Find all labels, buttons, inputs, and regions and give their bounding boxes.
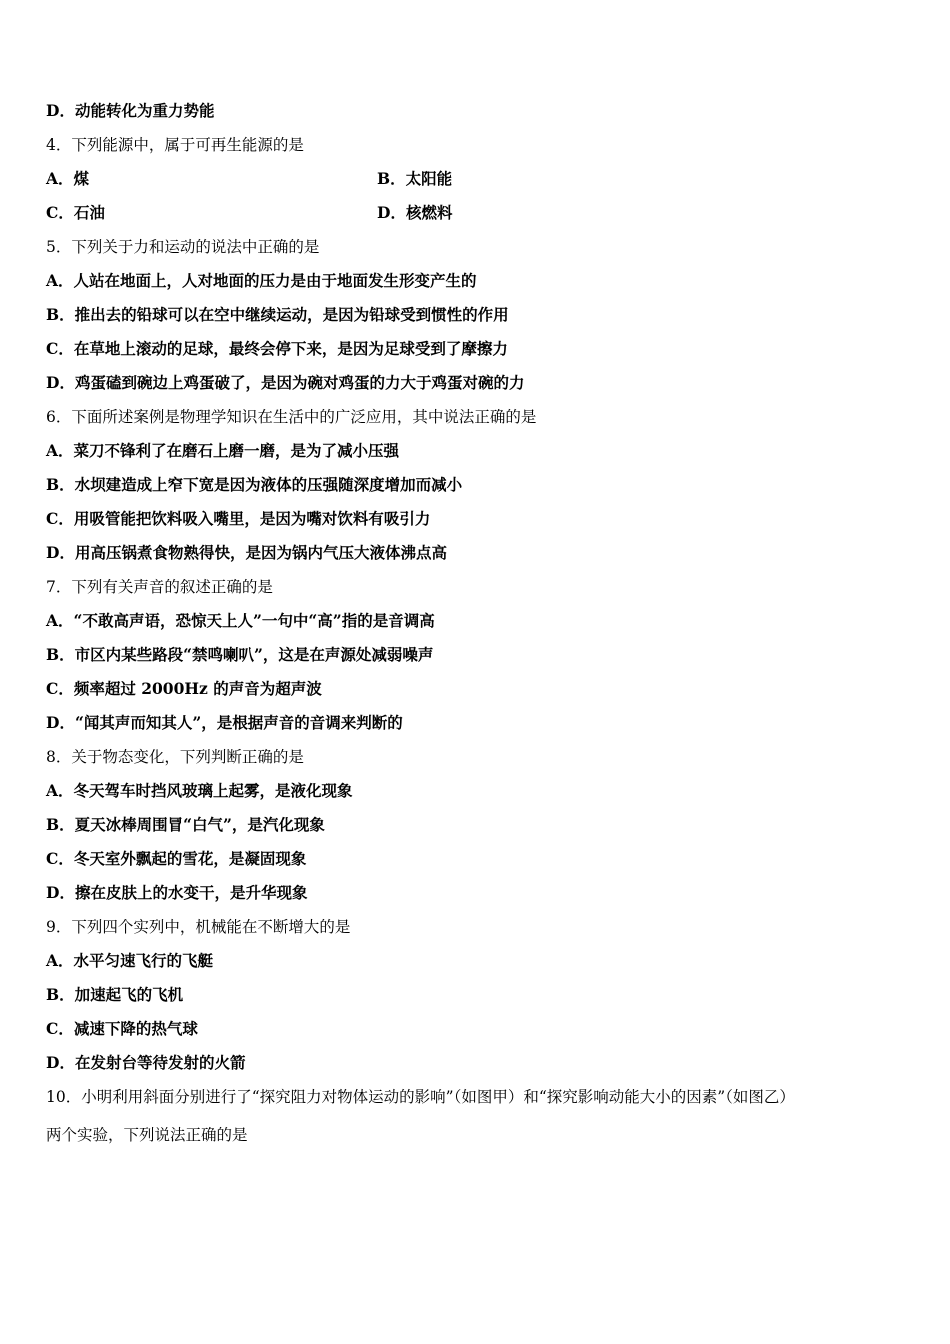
question-5: 5．下列关于力和运动的说法中正确的是 — [46, 238, 320, 256]
option-c-q6: C．用吸管能把饮料吸入嘴里，是因为嘴对饮料有吸引力 — [46, 509, 431, 528]
option-d-q4: D．核燃料 — [377, 203, 453, 222]
option-c-q9: C．减速下降的热气球 — [46, 1019, 198, 1038]
option-c-q8: C．冬天室外飘起的雪花，是凝固现象 — [46, 849, 307, 868]
option-b-q8: B．夏天冰棒周围冒“白气”，是汽化现象 — [46, 815, 325, 834]
option-b-q9: B．加速起飞的飞机 — [46, 985, 184, 1004]
option-d-q7: D．“闻其声而知其人”，是根据声音的音调来判断的 — [46, 713, 403, 732]
option-d-q3: D．动能转化为重力势能 — [46, 101, 215, 120]
option-d-q6: D．用高压锅煮食物熟得快，是因为锅内气压大液体沸点高 — [46, 543, 447, 562]
option-d-q8: D．擦在皮肤上的水变干，是升华现象 — [46, 883, 308, 902]
option-c-q4: C．石油 — [46, 203, 105, 222]
question-9: 9．下列四个实列中，机械能在不断增大的是 — [46, 918, 351, 936]
question-7: 7．下列有关声音的叙述正确的是 — [46, 578, 273, 596]
option-a-q5: A．人站在地面上，人对地面的压力是由于地面发生形变产生的 — [46, 271, 477, 290]
question-8: 8．关于物态变化，下列判断正确的是 — [46, 748, 304, 766]
option-a-q7: A．“不敢高声语，恐惊天上人”一句中“高”指的是音调高 — [46, 611, 435, 630]
question-4: 4．下列能源中，属于可再生能源的是 — [46, 136, 304, 154]
option-b-q7: B．市区内某些路段“禁鸣喇叭”，这是在声源处减弱噪声 — [46, 645, 434, 664]
option-b-q6: B．水坝建造成上窄下宽是因为液体的压强随深度增加而减小 — [46, 475, 463, 494]
option-c-q5: C．在草地上滚动的足球，最终会停下来，是因为足球受到了摩擦力 — [46, 339, 508, 358]
option-b-q5: B．推出去的铅球可以在空中继续运动，是因为铅球受到惯性的作用 — [46, 305, 509, 324]
option-a-q8: A．冬天驾车时挡风玻璃上起雾，是液化现象 — [46, 781, 353, 800]
option-b-q4: B．太阳能 — [377, 169, 453, 188]
option-c-q7: C．频率超过 2000Hz 的声音为超声波 — [46, 679, 322, 698]
option-d-q9: D．在发射台等待发射的火箭 — [46, 1053, 246, 1072]
question-10-continued: 两个实验，下列说法正确的是 — [46, 1126, 248, 1144]
option-a-q9: A．水平匀速飞行的飞艇 — [46, 951, 214, 970]
question-6: 6．下面所述案例是物理学知识在生活中的广泛应用，其中说法正确的是 — [46, 408, 537, 426]
option-d-q5: D．鸡蛋磕到碗边上鸡蛋破了，是因为碗对鸡蛋的力大于鸡蛋对碗的力 — [46, 373, 525, 392]
option-a-q6: A．菜刀不锋利了在磨石上磨一磨，是为了减小压强 — [46, 441, 400, 460]
option-a-q4: A．煤 — [46, 169, 90, 188]
question-10: 10．小明利用斜面分别进行了“探究阻力对物体运动的影响”（如图甲）和“探究影响动能大小的因素”（如图乙） — [46, 1088, 795, 1106]
